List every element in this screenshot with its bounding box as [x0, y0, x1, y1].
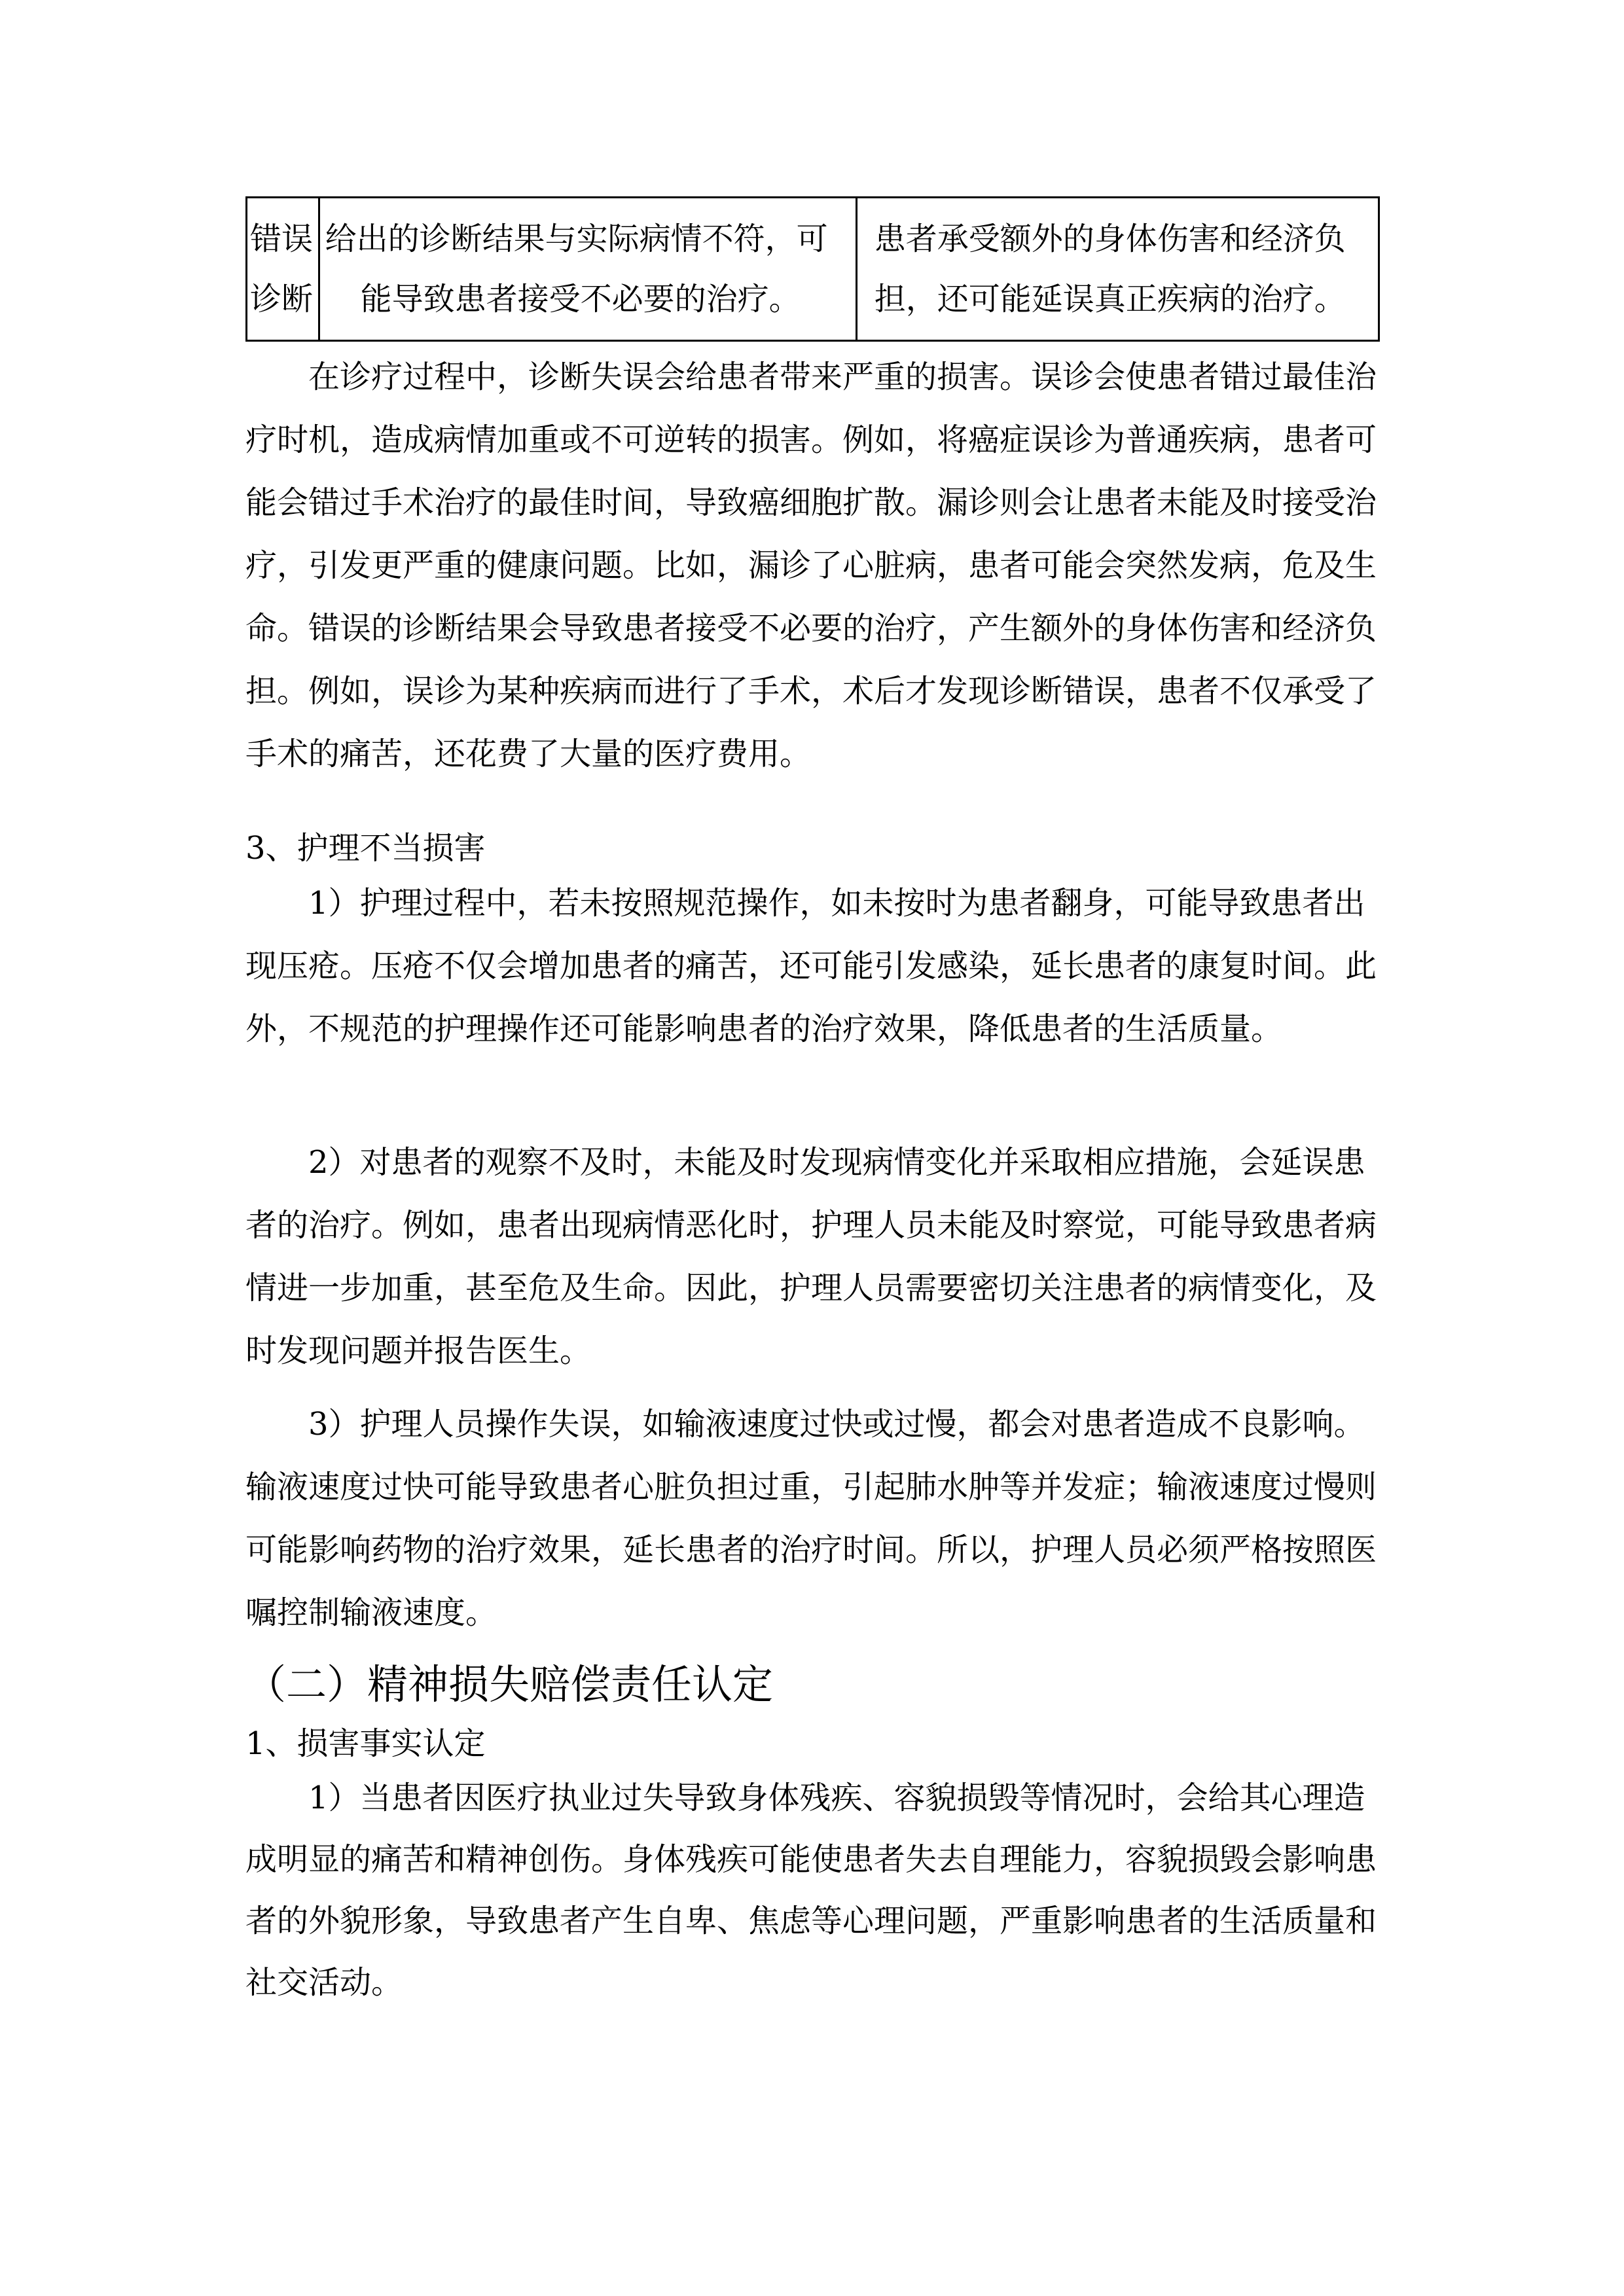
- table-cell-consequence: [856, 198, 1378, 340]
- cell-line: 患者承受额外的身体伤害和经济负: [874, 221, 1346, 257]
- cell-line: 给出的诊断结果与实际病情不符，可: [325, 221, 828, 257]
- body-paragraph: [245, 1131, 1380, 1382]
- body-paragraph: [245, 872, 1380, 1060]
- body-paragraph: [245, 1767, 1380, 2013]
- body-paragraph: [245, 1393, 1380, 1644]
- paragraph-nursing-2: 2）对患者的观察不及时，未能及时发现病情变化并采取相应措施，会延误患者的治疗。例如，患者出现病情恶化时，护理人员未能及时察觉，可能导致患者病情进一步加重，甚至危及生命。因此，护理人员需要密切关注患者的病情变化，及时发现问题并报告医生。: [245, 1144, 1377, 1369]
- cell-line: 错误: [250, 221, 314, 257]
- sub-heading-block: [245, 1712, 1380, 1775]
- cell-line: 能导致患者接受不必要的治疗。: [360, 281, 801, 317]
- cell-line: 诊断: [250, 281, 314, 317]
- paragraph-nursing-1: 1）护理过程中，若未按照规范操作，如未按时为患者翻身，可能导致患者出现压疮。压疮不仅会增加患者的痛苦，还可能引发感染，延长患者的康复时间。此外，不规范的护理操作还可能影响患者的治疗效果，降低患者的生活质量。: [245, 885, 1377, 1047]
- paragraph-damage-fact-1: 1）当患者因医疗执业过失导致身体残疾、容貌损毁等情况时，会给其心理造成明显的痛苦和精神创伤。身体残疾可能使患者失去自理能力，容貌损毁会影响患者的外貌形象，导致患者产生自卑、焦虑等心理问题，严重影响患者的生活质量和社交活动。: [245, 1780, 1377, 2001]
- sub-heading-block: [245, 817, 1380, 880]
- table-cell-description: [318, 198, 856, 340]
- cell-line: 担，还可能延误真正疾病的治疗。: [874, 281, 1346, 317]
- sub-heading-damage-fact: 1、损害事实认定: [245, 1725, 486, 1762]
- sub-heading-nursing: 3、护理不当损害: [245, 830, 486, 867]
- section-heading-block: [245, 1652, 1380, 1717]
- paragraph-nursing-3: 3）护理人员操作失误，如输液速度过快或过慢，都会对患者造成不良影响。输液速度过快可能导致患者心脏负担过重，引起肺水肿等并发症；输液速度过慢则可能影响药物的治疗效果，延长患者的治疗时间。所以，护理人员必须严格按照医嘱控制输液速度。: [245, 1406, 1377, 1631]
- table-cell-term: [247, 198, 318, 340]
- body-paragraph: [245, 346, 1380, 785]
- table-fragment: [245, 196, 1380, 342]
- paragraph-diagnosis-harm: 在诊疗过程中，诊断失误会给患者带来严重的损害。误诊会使患者错过最佳治疗时机，造成病情加重或不可逆转的损害。例如，将癌症误诊为普通疾病，患者可能会错过手术治疗的最佳时间，导致癌细胞扩散。漏诊则会让患者未能及时接受治疗，引发更严重的健康问题。比如，漏诊了心脏病，患者可能会突然发病，危及生命。错误的诊断结果会导致患者接受不必要的治疗，产生额外的身体伤害和经济负担。例如，误诊为某种疾病而进行了手术，术后才发现诊断错误，患者不仅承受了手术的痛苦，还花费了大量的医疗费用。: [245, 359, 1377, 772]
- section-heading: （二）精神损失赔偿责任认定: [245, 1660, 774, 1708]
